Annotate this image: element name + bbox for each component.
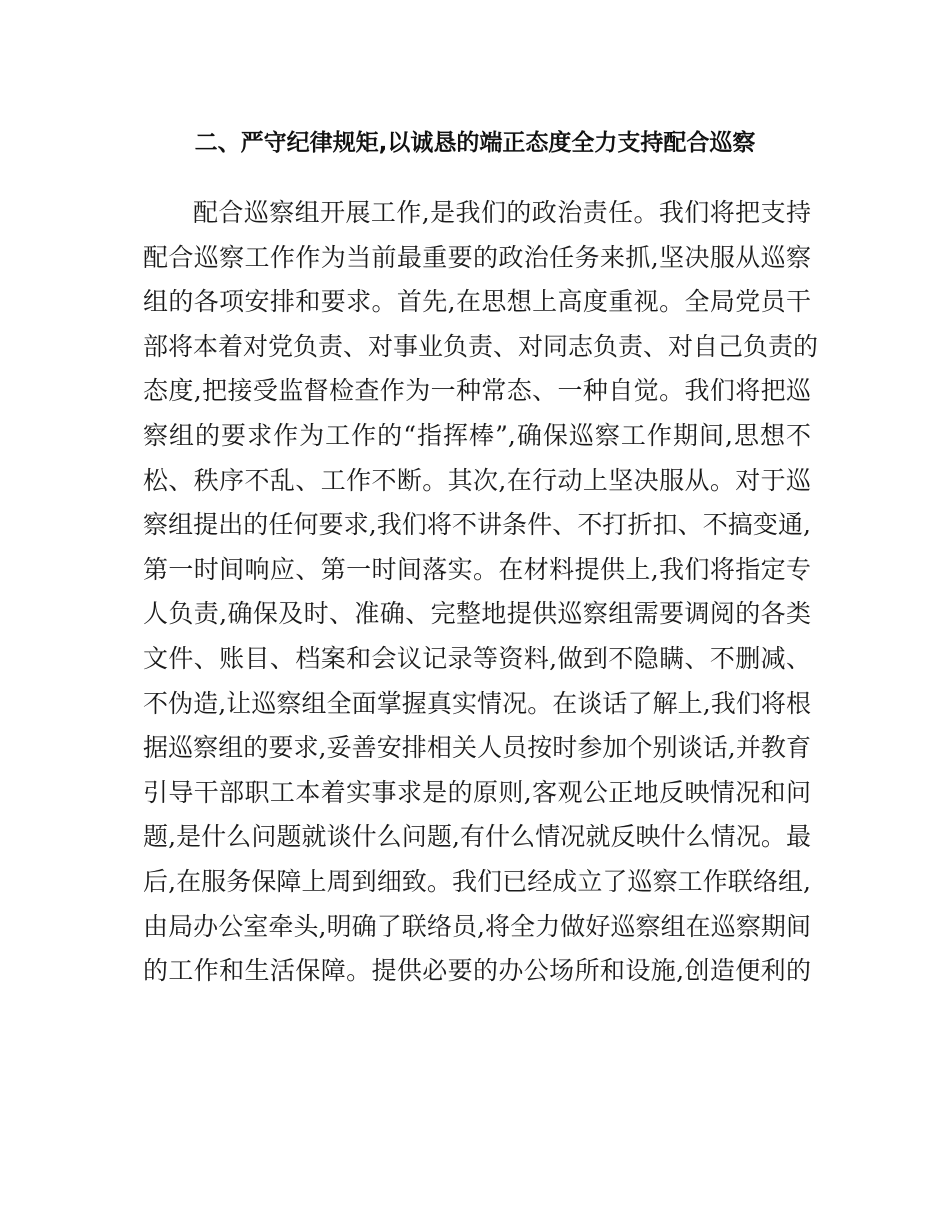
paragraph-line: 配合巡察组开展工作,是我们的政治责任。我们将把支持	[193, 198, 811, 227]
paragraph-line: 人负责,确保及时、准确、完整地提供巡察组需要调阅的各类	[143, 599, 811, 629]
paragraph-line: 后,在服务保障上周到细致。我们已经成立了巡察工作联络组,	[143, 866, 811, 896]
paragraph-line: 据巡察组的要求,妥善安排相关人员按时参加个别谈话,并教育	[143, 733, 811, 763]
paragraph-line: 部将本着对党负责、对事业负责、对同志负责、对自己负责的	[143, 331, 819, 361]
paragraph-line: 组的各项安排和要求。首先,在思想上高度重视。全局党员干	[143, 287, 811, 317]
paragraph-line: 态度,把接受监督检查作为一种常态、一种自觉。我们将把巡	[143, 376, 811, 406]
paragraph-line: 察组的要求作为工作的“指挥棒”,确保巡察工作期间,思想不	[143, 420, 811, 450]
paragraph-line: 松、秩序不乱、工作不断。其次,在行动上坚决服从。对于巡	[143, 465, 811, 495]
paragraph-line: 配合巡察工作作为当前最重要的政治任务来抓,坚决服从巡察	[143, 242, 811, 272]
paragraph-line: 由局办公室牵头,明确了联络员,将全力做好巡察组在巡察期间	[143, 911, 811, 941]
paragraph-line: 文件、账目、档案和会议记录等资料,做到不隐瞒、不删减、	[143, 643, 811, 673]
paragraph-line: 察组提出的任何要求,我们将不讲条件、不打折扣、不搞变通,	[143, 510, 811, 540]
paragraph-line: 不伪造,让巡察组全面掌握真实情况。在谈话了解上,我们将根	[143, 688, 811, 718]
section-heading: 二、严守纪律规矩,以诚恳的端正态度全力支持配合巡察	[194, 130, 756, 156]
paragraph-line: 的工作和生活保障。提供必要的办公场所和设施,创造便利的	[143, 956, 811, 986]
paragraph-line: 引导干部职工本着实事求是的原则,客观公正地反映情况和问	[143, 777, 811, 807]
paragraph-line: 题,是什么问题就谈什么问题,有什么情况就反映什么情况。最	[143, 822, 811, 852]
paragraph-line: 第一时间响应、第一时间落实。在材料提供上,我们将指定专	[143, 554, 811, 584]
body-paragraph	[143, 191, 819, 994]
